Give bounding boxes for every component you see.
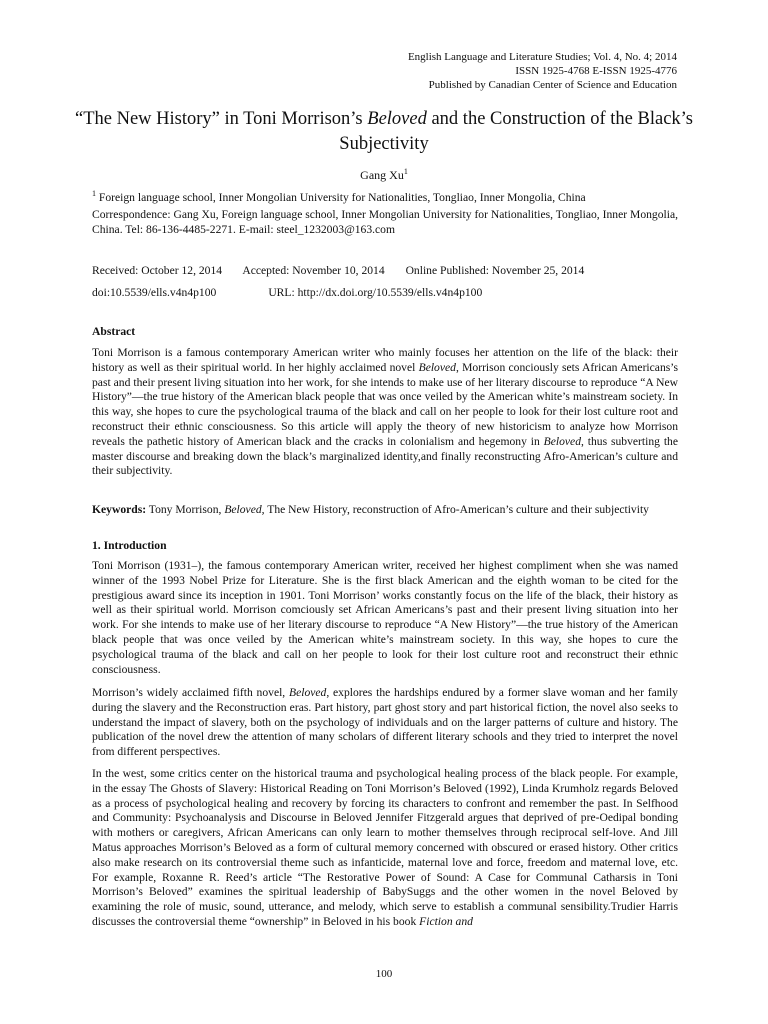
received-date: Received: October 12, 2014: [92, 264, 223, 277]
affiliation-superscript: 1: [92, 189, 96, 198]
abstract-seg-2: , Morrison conciously sets African Americans’s past and their present living situation into her work, for she intends to make use of her literary discourse to reproduce “A New History”—the true history of the American black people that was once veiled by the American white’s mainstream society. In this way, she hopes to cure the psychological trauma of the black and call on her people to look for their lost culture root and reconstruct their ethnic consciousness. So this article will apply the theory of new historicism to analyze how Morrison reveals the pathetic history of American black and the cracks in colonialism and hegemony in: [92, 360, 678, 448]
paper-title: [60, 107, 708, 157]
accepted-date: Accepted: November 10, 2014: [242, 264, 385, 277]
keywords-label: Keywords:: [92, 503, 147, 516]
abstract-text: [92, 346, 678, 479]
journal-publisher: Published by Canadian Center of Science and Education: [428, 79, 677, 91]
keywords-seg-2: The New History, reconstruction of Afro-American’s culture and their subjectivity: [264, 503, 649, 516]
affiliation: [92, 187, 678, 206]
keywords-seg-1: Tony Morrison,: [146, 503, 225, 516]
keywords-italic: Beloved,: [224, 503, 265, 516]
p2-italic: Beloved: [289, 686, 327, 699]
abstract-italic-2: Beloved: [543, 434, 581, 448]
author-name: Gang Xu: [360, 168, 404, 182]
intro-paragraph-2: [92, 686, 678, 760]
title-part-1: “The New History” in Toni Morrison’s: [74, 109, 368, 129]
p2-seg-2: , explores the hardships endured by a former slave woman and her family during the slavery and the Reconstruction eras. Part history, part ghost story and part historical fiction, the novel also seeks to understand the impact of slavery, both on the psychology of individuals and on the larger patterns of culture and history. The publication of the novel drew the attention of many scholars of different literary schools and they tried to interpret the novel from different perspectives.: [92, 686, 678, 759]
author-line: [0, 167, 768, 183]
journal-header: [408, 50, 677, 92]
affiliation-text: Foreign language school, Inner Mongolian University for Nationalities, Tongliao, Inner Mongolia, China: [96, 190, 586, 204]
abstract-seg-1: Toni Morrison is a famous contemporary American writer who mainly focuses her attention on the life of the black: their history as well as their spiritual world. In her highly acclaimed novel: [92, 346, 678, 374]
doi-url[interactable]: URL: http://dx.doi.org/10.5539/ells.v4n4p100: [268, 286, 483, 299]
title-part-2: and the Construction of the Black’s Subjectivity: [339, 109, 693, 154]
journal-issn: ISSN 1925-4768 E-ISSN 1925-4776: [515, 65, 677, 77]
title-italic: Beloved: [367, 109, 427, 129]
doi-line: [92, 286, 678, 301]
intro-paragraph-3: [92, 767, 678, 930]
author-superscript: 1: [403, 167, 408, 176]
doi: doi:10.5539/ells.v4n4p100: [92, 286, 217, 299]
published-date: Online Published: November 25, 2014: [405, 264, 585, 277]
abstract-seg-3: , thus subverting the master discourse and breaking down the black’s marginalized identity,and finally reconstructing Afro-American’s culture and their subjectivity.: [92, 434, 678, 478]
abstract-heading: Abstract: [92, 325, 136, 338]
p3-seg-1: In the west, some critics center on the historical trauma and psychological healing process of the black people. For example, in the essay The Ghosts of Slavery: Historical Reading on Toni Morrison’s Beloved (1992), Linda Krumholz regards Beloved as a process of psychological healing and recovery by forcing its characters to confront and remember the past. In Selfhood and Community: Psychoanalysis and Discourse in Beloved Jennifer Fitzgerald argues that deprived of pre-Oedipal bonding with mothers or caregivers, African Americans can only learn to mother themselves through reciprocal self-love. And Jill Matus approaches Morrison’s Beloved as a form of cultural memory concerned with obscured or erased history. Other critics also make research on its controversial theme such as infanticide, maternal love and force, freedom and maternal love, etc. For example, Roxanne R. Reed’s article “The Restorative Power of Sound: A Case for Communal Catharsis in Toni Morrison’s Beloved” examines the spiritual leadership of BabySuggs and the other women in the novel Beloved by examining the role of music, sound, utterance, and melody, which serve to establish a communal sensibility.Trudier Harris discusses the controversial theme “ownership” in Beloved in his book: [92, 767, 678, 928]
publication-dates: [92, 264, 678, 279]
intro-paragraph-1: Toni Morrison (1931–), the famous contemporary American writer, received her highest compliment when she was named winner of the 1993 Nobel Prize for Literature. She is the first black American and the eighth woman to be cited for the prestigious award since its inception in 1901. Toni Morrison’ works constantly focus on the life of the black, their history as well as their spiritual world. Morrison comciously set African Americans’s past and their present living situation into her work. For she intends to make use of her literary discourse to reproduce “A New History”—the true history of the American black people that was once veiled by the American white’s mainstream society. In this way, she hopes to cure the psychological trauma of the black and call on her people to look for their lost culture root and reconstruct their ethnic consciousness.: [92, 559, 678, 676]
section-heading-introduction: 1. Introduction: [92, 539, 167, 552]
keywords: [92, 503, 678, 518]
page-number: 100: [375, 968, 393, 980]
journal-name: English Language and Literature Studies; Vol. 4, No. 4; 2014: [407, 51, 677, 63]
correspondence: Correspondence: Gang Xu, Foreign language school, Inner Mongolian University for Nationalities, Tongliao, Inner Mongolia, China. Tel: 86-136-4485-2271. E-mail: steel_1232003@163.com: [92, 208, 678, 236]
abstract-italic-1: Beloved: [418, 360, 456, 374]
p2-seg-1: Morrison’s widely acclaimed fifth novel,: [92, 686, 289, 699]
p3-italic: Fiction and: [419, 914, 473, 928]
